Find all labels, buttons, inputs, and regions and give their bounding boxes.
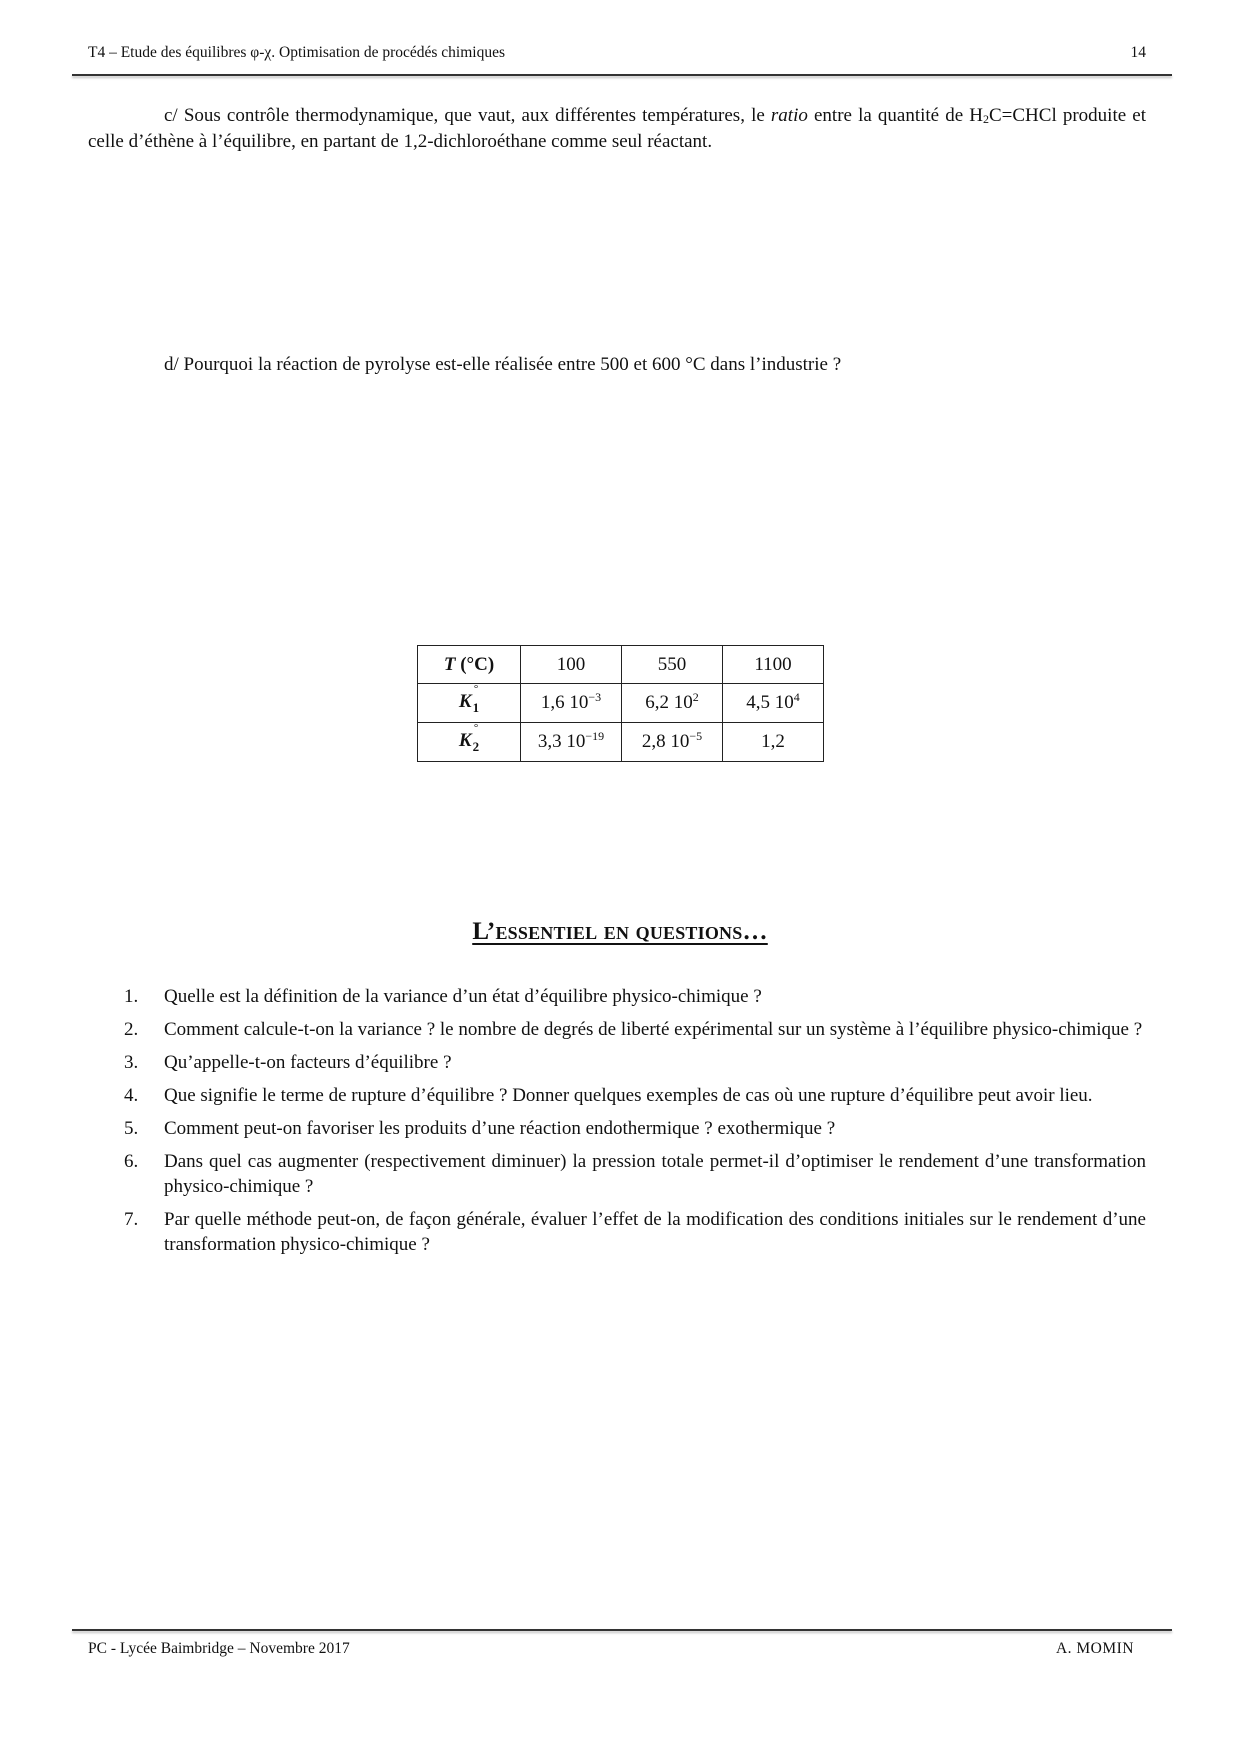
table-row-k2 xyxy=(418,723,824,762)
k1-degree: ° xyxy=(473,682,479,695)
list-item-text: Que signifie le terme de rupture d’équilibre ? Donner quelques exemples de cas où une rupture d’équilibre peut avoir lieu. xyxy=(164,1085,1093,1106)
list-item xyxy=(88,1116,1146,1141)
question-c-ratio: ratio xyxy=(770,105,808,126)
cell-exponent: 2 xyxy=(692,690,699,704)
list-item-number: 6. xyxy=(124,1151,139,1172)
list-item-text: Qu’appelle-t-on facteurs d’équilibre ? xyxy=(164,1052,452,1073)
list-item-text: Comment calcule-t-on la variance ? le nombre de degrés de liberté expérimental sur un système à l’équilibre physico-chimique ? xyxy=(164,1019,1143,1040)
table-cell xyxy=(723,684,824,723)
section-title-underlined xyxy=(472,918,767,945)
k2-letter: K xyxy=(458,729,472,751)
page-footer xyxy=(88,1640,1146,1664)
table-row-k1 xyxy=(418,684,824,723)
section-title-rest: essentiel en questions… xyxy=(495,918,768,945)
k1-symbol xyxy=(458,682,480,716)
list-item xyxy=(88,1083,1146,1108)
table-cell xyxy=(521,684,622,723)
cell-exponent: −3 xyxy=(588,690,602,704)
list-item-number: 3. xyxy=(124,1052,139,1073)
k1-subscript: 1 xyxy=(472,699,480,715)
list-item xyxy=(88,1149,1146,1199)
table-cell: 100 xyxy=(521,646,622,684)
list-item-number: 5. xyxy=(124,1118,139,1139)
table-header-k1 xyxy=(418,684,521,723)
table-cell xyxy=(521,723,622,762)
table-cell xyxy=(622,723,723,762)
list-item-number: 2. xyxy=(124,1019,139,1040)
list-item-number: 1. xyxy=(124,986,139,1007)
table-header-temperature xyxy=(418,646,521,684)
list-item xyxy=(88,984,1146,1009)
question-c-text-1: c/ Sous contrôle thermodynamique, que vaut, aux différentes températures, le xyxy=(164,105,771,126)
list-item-text: Par quelle méthode peut-on, de façon générale, évaluer l’effet de la modification des conditions initiales sur le rendement d’une transformation physico-chimique ? xyxy=(164,1209,1146,1255)
list-item-number: 7. xyxy=(124,1209,139,1230)
temperature-unit: (°C) xyxy=(460,653,495,675)
header-title: T4 – Etude des équilibres φ-χ. Optimisation de procédés chimiques xyxy=(88,44,506,61)
table-row-temperature xyxy=(418,646,824,684)
cell-value: 3,3 10 xyxy=(537,731,586,752)
cell-value: 1,6 10 xyxy=(540,692,589,713)
list-item xyxy=(88,1017,1146,1042)
section-title xyxy=(0,918,1240,946)
footer-author: A. MOMIN xyxy=(1055,1640,1134,1657)
cell-exponent: 4 xyxy=(793,690,800,704)
cell-value: 6,2 10 xyxy=(645,692,693,713)
header-divider xyxy=(72,74,1172,76)
list-item xyxy=(88,1207,1146,1257)
cell-exponent: −5 xyxy=(689,729,703,743)
cell-value: 4,5 10 xyxy=(746,692,794,713)
list-item-text: Quelle est la définition de la variance d’un état d’équilibre physico-chimique ? xyxy=(164,986,762,1007)
table-cell xyxy=(723,723,824,762)
list-item-text: Dans quel cas augmenter (respectivement diminuer) la pression totale permet-il d’optimiser le rendement d’une transformation physico-chimique ? xyxy=(164,1151,1146,1197)
page-number: 14 xyxy=(1130,44,1146,61)
table-cell: 1100 xyxy=(723,646,824,684)
footer-left: PC - Lycée Baimbridge – Novembre 2017 xyxy=(88,1640,350,1657)
question-c xyxy=(88,103,1146,155)
footer-divider xyxy=(72,1629,1172,1631)
cell-value: 2,8 10 xyxy=(641,731,690,752)
cell-value: 1,2 xyxy=(761,731,785,752)
k2-degree: ° xyxy=(473,721,479,734)
table-cell xyxy=(622,684,723,723)
list-item-text: Comment peut-on favoriser les produits d’une réaction endothermique ? exothermique ? xyxy=(164,1118,836,1139)
question-c-text-3: C=CHCl produite et celle d’éthène à l’équilibre, en partant de 1,2-dichloroéthane comme seul réactant. xyxy=(88,105,1147,152)
equilibrium-constants-table xyxy=(417,645,824,762)
k1-letter: K xyxy=(458,690,472,712)
k2-subscript: 2 xyxy=(472,738,480,754)
cell-exponent: −19 xyxy=(585,729,605,743)
question-d: d/ Pourquoi la réaction de pyrolyse est-elle réalisée entre 500 et 600 °C dans l’industrie ? xyxy=(164,354,842,375)
temperature-label: T xyxy=(443,653,456,675)
k2-symbol xyxy=(458,721,480,755)
list-item xyxy=(88,1050,1146,1075)
question-c-subscript: 2 xyxy=(983,112,989,126)
table-cell: 550 xyxy=(622,646,723,684)
list-item-number: 4. xyxy=(124,1085,139,1106)
section-title-initial: L’ xyxy=(472,918,496,945)
question-c-text-2: entre la quantité de H xyxy=(807,105,983,126)
questions-list xyxy=(88,984,1146,1265)
table-header-k2 xyxy=(418,723,521,762)
page-header xyxy=(88,44,1146,68)
